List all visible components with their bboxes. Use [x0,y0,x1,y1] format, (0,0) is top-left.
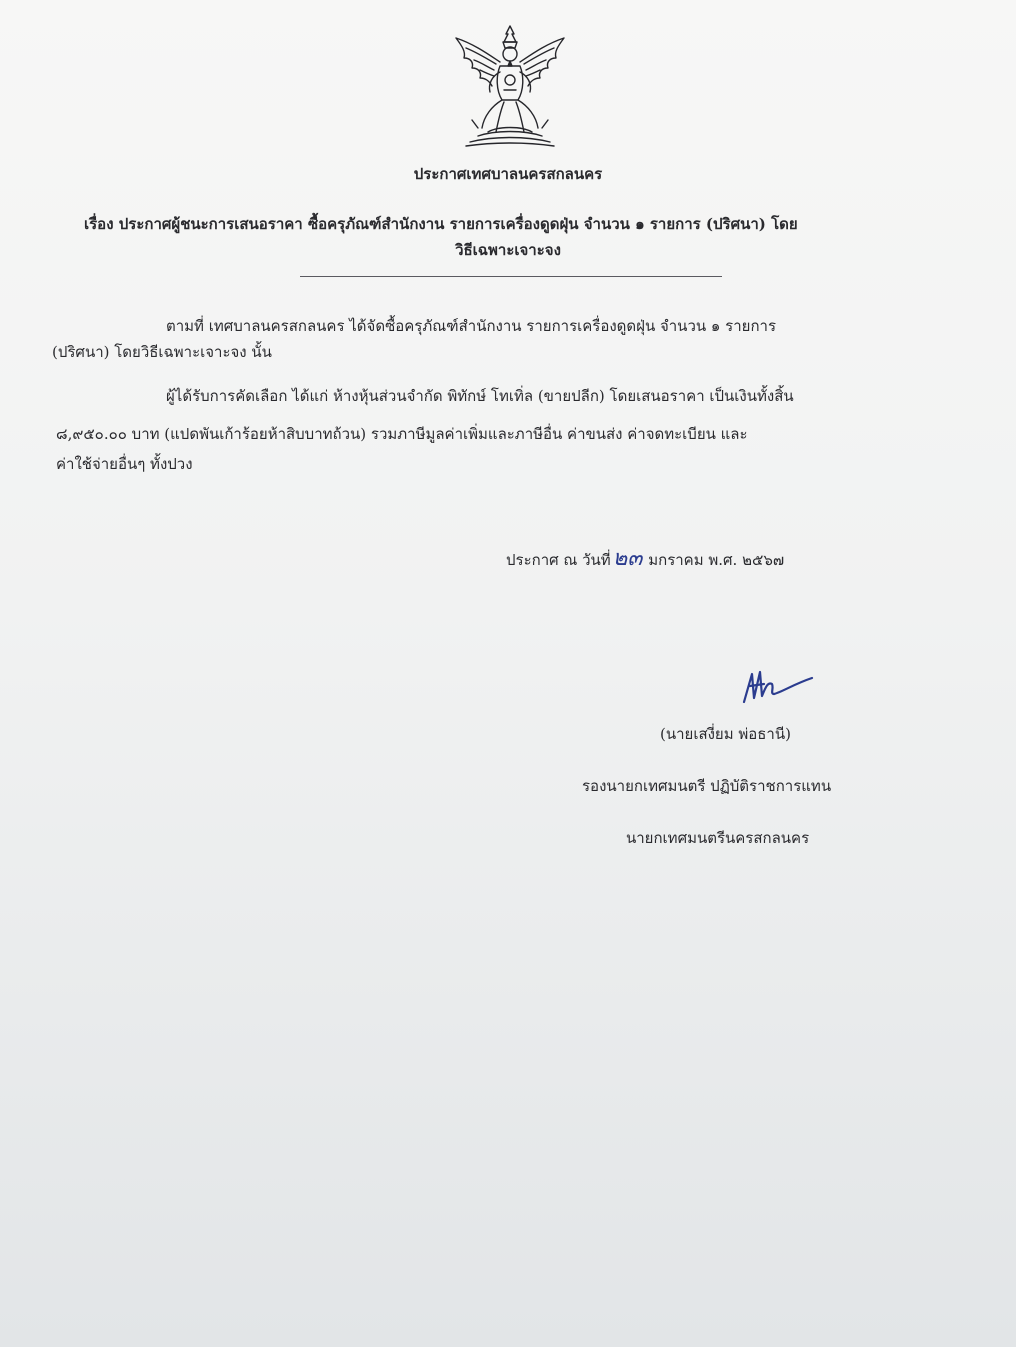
handwritten-signature [738,664,818,708]
divider [300,276,722,277]
paragraph-2-line-1: ผู้ได้รับการคัดเลือก ได้แก่ ห้างหุ้นส่วนจำกัด พิทักษ์ โทเทิ่ล (ขายปลีก) โดยเสนอราคา เป็นเงินทั้งสิ้น [166,387,794,405]
date-suffix: มกราคม พ.ศ. ๒๕๖๗ [648,551,785,569]
document-title: ประกาศเทศบาลนครสกลนคร [413,165,603,183]
paragraph-2-line-3: ค่าใช้จ่ายอื่นๆ ทั้งปวง [56,455,193,473]
announcement-date [506,540,784,575]
garuda-emblem-icon [448,24,572,150]
paragraph-1-line-2: (ปริศนา) โดยวิธีเฉพาะเจาะจง นั้น [52,343,272,361]
paragraph-2-line-2: ๘,๙๕๐.๐๐ บาท (แปดพันเก้าร้อยห้าสิบบาทถ้วน) รวมภาษีมูลค่าเพิ่มและภาษีอื่น ค่าขนส่ง ค่าจดทะเบียน และ [56,425,748,443]
signatory-position: รองนายกเทศมนตรี ปฏิบัติราชการแทน [582,777,832,795]
subject-line: เรื่อง ประกาศผู้ชนะการเสนอราคา ซื้อครุภัณฑ์สำนักงาน รายการเครื่องดูดฝุ่น จำนวน ๑ รายการ (ปริศนา) โดย [84,215,798,233]
signatory-name: (นายเสงี่ยม พ่อธานี) [660,725,791,743]
paragraph-1-line-1: ตามที่ เทศบาลนครสกลนคร ได้จัดซื้อครุภัณฑ์สำนักงาน รายการเครื่องดูดฝุ่น จำนวน ๑ รายการ [166,317,777,335]
date-day-handwritten: ๒๓ [612,546,643,571]
date-prefix: ประกาศ ณ วันที่ [506,551,611,569]
signatory-position-continued: นายกเทศมนตรีนครสกลนคร [626,829,810,847]
subject-line-continued: วิธีเฉพาะเจาะจง [455,241,561,259]
